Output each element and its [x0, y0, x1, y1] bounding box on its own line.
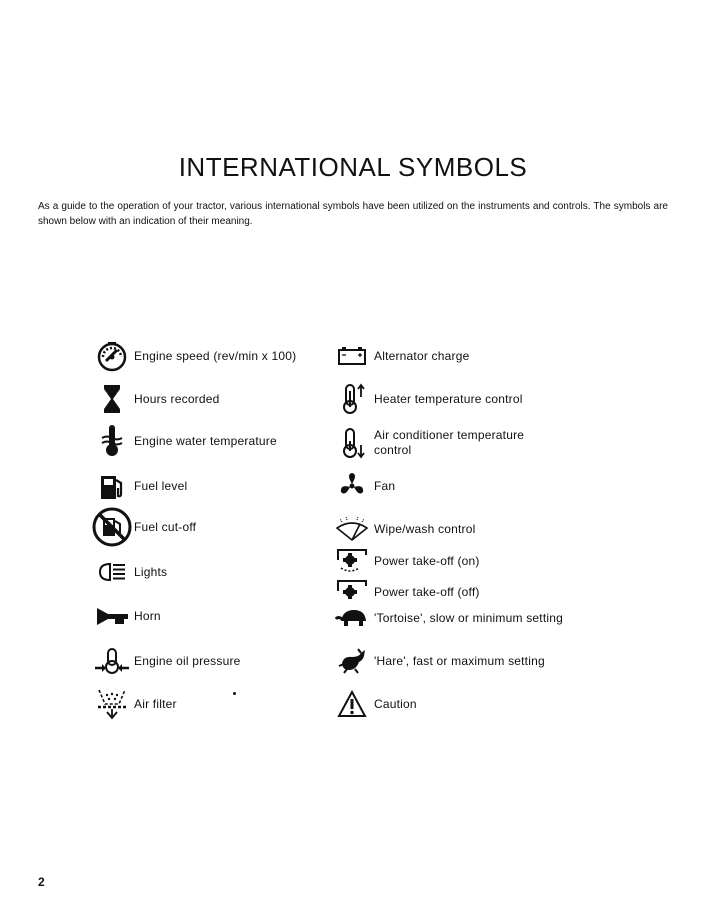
symbol-item [332, 511, 475, 547]
page-title: INTERNATIONAL SYMBOLS [178, 152, 528, 182]
symbol-label: Power take-off (off) [374, 584, 480, 599]
symbol-item [332, 381, 523, 417]
symbol-item [92, 381, 220, 417]
horn-icon [92, 598, 132, 634]
symbol-label: Power take-off (on) [374, 553, 480, 568]
symbol-label: Engine water temperature [134, 433, 277, 448]
water-temperature-icon [92, 423, 132, 459]
fan-icon [332, 468, 372, 504]
hare-icon [332, 643, 372, 679]
symbol-label: Caution [374, 696, 417, 711]
print-speck [233, 692, 236, 695]
intro-paragraph: As a guide to the operation of your tractor, various international symbols have been utilized on the instruments and controls. The symbols are shown below with an indication of their meaning. [38, 201, 668, 227]
symbol-label: Alternator charge [374, 348, 470, 363]
symbol-item [92, 468, 187, 504]
symbol-label: Horn [134, 608, 161, 623]
fuel-pump-icon [92, 468, 132, 504]
fuel-cutoff-icon [92, 509, 132, 545]
symbol-item [332, 686, 417, 722]
symbol-item [332, 425, 544, 461]
symbol-item [332, 338, 469, 374]
symbol-item [92, 509, 196, 545]
symbol-item [332, 643, 545, 679]
caution-icon [332, 686, 372, 722]
headlight-icon [92, 554, 132, 590]
air-filter-icon [92, 686, 132, 722]
symbol-label: 'Tortoise', slow or minimum setting [374, 610, 563, 625]
symbol-label: Wipe/wash control [374, 521, 476, 536]
symbol-label: Air conditioner temperature control [374, 428, 525, 457]
symbol-label: Lights [134, 564, 168, 579]
symbol-label: Fuel cut-off [134, 519, 197, 534]
symbol-label: Hours recorded [134, 391, 220, 406]
symbol-item [332, 600, 563, 636]
page-number: 2 [38, 875, 45, 889]
heater-thermometer-icon [332, 381, 372, 417]
battery-icon [332, 338, 372, 374]
hourglass-icon [92, 381, 132, 417]
symbol-item [92, 598, 161, 634]
symbol-item [92, 554, 167, 590]
symbol-item [92, 643, 241, 679]
tortoise-icon [332, 600, 372, 636]
oil-pressure-icon [92, 643, 132, 679]
symbol-item [92, 338, 296, 374]
symbol-label: Heater temperature control [374, 391, 523, 406]
symbol-item [92, 423, 277, 459]
symbol-label: Fan [374, 478, 396, 493]
ac-thermometer-icon [332, 425, 372, 461]
tachometer-icon [92, 338, 132, 374]
symbol-label: Engine oil pressure [134, 653, 241, 668]
symbol-item [332, 468, 395, 504]
symbol-label: Air filter [134, 696, 177, 711]
symbol-label: 'Hare', fast or maximum setting [374, 653, 545, 668]
symbol-label: Engine speed (rev/min x 100) [134, 348, 297, 363]
symbol-item [92, 686, 177, 722]
symbol-label: Fuel level [134, 478, 188, 493]
wiper-washer-icon [332, 511, 372, 547]
